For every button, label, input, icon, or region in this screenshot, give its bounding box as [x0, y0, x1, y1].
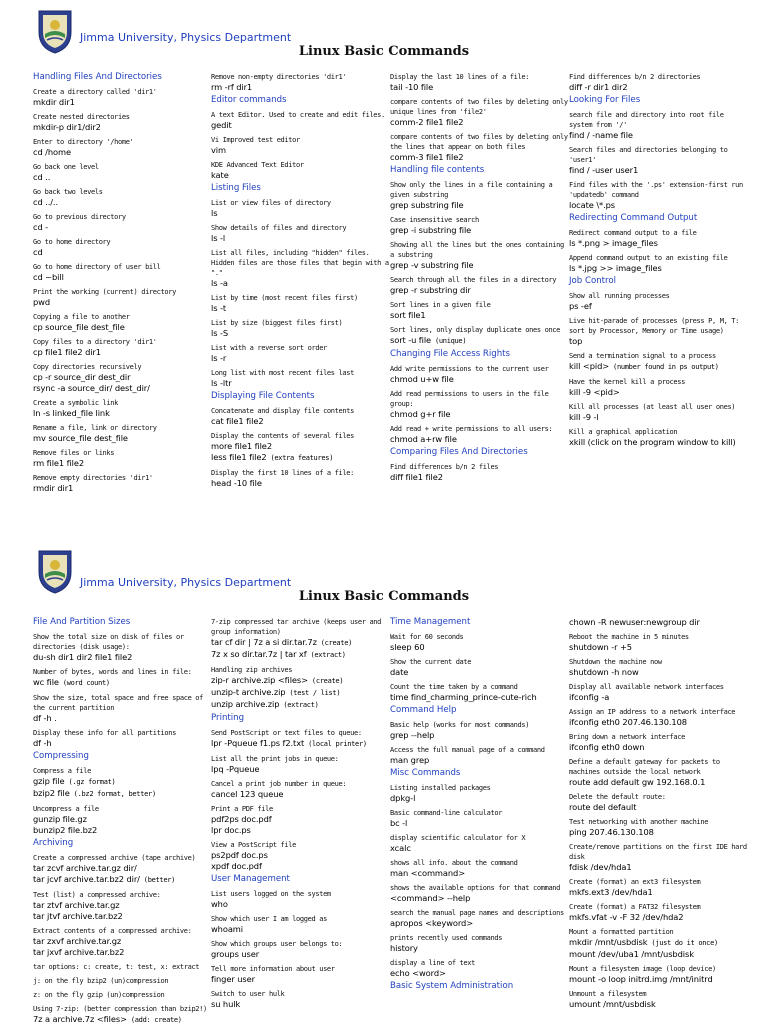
command-description: Copy directories recursively	[33, 363, 142, 371]
command-text: pwd	[33, 297, 51, 307]
command-text: less file1 file2	[211, 452, 267, 462]
command-note: (better)	[139, 876, 176, 884]
column-1	[33, 72, 211, 494]
command-text: chmod a+rw file	[390, 434, 457, 444]
command-text: grep -i substring file	[390, 225, 472, 235]
command-description: Basic help (works for most commands)	[390, 721, 530, 729]
command-text: mv source_file dest_file	[33, 433, 128, 443]
command-text: <command> --help	[390, 893, 471, 903]
command-text: tail -10 file	[390, 82, 434, 92]
command-description: Uncompress a file	[33, 805, 99, 813]
command-description: j: on the fly bzip2 (un)compression	[33, 977, 169, 985]
command-description: List by size (biggest files first)	[211, 319, 343, 327]
command-text: history	[390, 943, 418, 953]
command-text: chown -R newuser:newgroup dir	[569, 617, 700, 627]
command-description: Assign an IP address to a network interface	[569, 708, 736, 716]
command-text: du-sh dir1 dir2 file1 file2	[33, 652, 133, 662]
section-heading: Printing	[211, 713, 245, 723]
command-description: Find differences b/n 2 directories	[569, 73, 701, 81]
command-text: diff -r dir1 dir2	[569, 82, 628, 92]
command-description: Show which user I am logged as	[211, 915, 327, 923]
command-text: head -10 file	[211, 478, 262, 488]
command-text: grep --help	[390, 730, 435, 740]
command-text: lpr -Pqueue f1.ps f2.txt	[211, 738, 305, 748]
command-text: rmdir dir1	[33, 483, 74, 493]
command-description: Add read + write permissions to all users:	[390, 425, 553, 433]
command-text: echo <word>	[390, 968, 446, 978]
command-text: tar jxvf archive.tar.bz2	[33, 947, 125, 957]
command-description: Print a PDF file	[211, 805, 273, 813]
command-text: mkfs.vfat -v -F 32 /dev/hda2	[569, 912, 684, 922]
command-text: grep -r substring dir	[390, 285, 471, 295]
command-text: xcalc	[390, 843, 411, 853]
section-heading: Basic System Administration	[390, 981, 514, 991]
command-description: Display the last 10 lines of a file:	[390, 73, 530, 81]
section-heading: Looking For Files	[569, 95, 641, 105]
command-note: (number found in ps output)	[609, 363, 719, 371]
command-text: ls -t	[211, 303, 227, 313]
command-text: bc -l	[390, 818, 408, 828]
command-text: cp file1 file2 dir1	[33, 347, 101, 357]
command-text: vim	[211, 145, 226, 155]
command-description: Case insensitive search	[390, 216, 479, 224]
section-heading: Comparing Files And Directories	[390, 447, 528, 457]
command-description: Create (format) a FAT32 filesystem	[569, 903, 701, 911]
command-text: mount -o loop initrd.img /mnt/initrd	[569, 974, 713, 984]
command-note: (extract)	[279, 701, 319, 709]
command-description: Go back one level	[33, 163, 99, 171]
command-text: chmod u+w file	[390, 374, 454, 384]
command-text: ping 207.46.130.108	[569, 827, 654, 837]
section-heading: Editor commands	[211, 95, 287, 105]
command-description: Rename a file, link or directory	[33, 424, 157, 432]
column-3	[390, 72, 568, 483]
command-text: diff file1 file2	[390, 472, 443, 482]
command-text: xpdf doc.pdf	[211, 861, 262, 871]
command-text: wc file	[33, 677, 59, 687]
command-text: mkfs.ext3 /dev/hda1	[569, 887, 653, 897]
command-text: date	[390, 667, 409, 677]
column-2	[211, 617, 389, 1010]
command-description: Live hit-parade of processes (press P, M, T: sort by Processor, Memory or Time usage)	[569, 317, 740, 335]
command-text	[569, 937, 747, 949]
command-description: compare contents of two files by deleting only the lines that appear on both files	[390, 133, 568, 151]
command-description: Show all running processes	[569, 292, 670, 300]
section-heading: Listing Files	[211, 183, 261, 193]
command-note: (create)	[308, 677, 344, 685]
command-description: Append command output to an existing file	[569, 254, 728, 262]
command-note: (test / list)	[285, 689, 341, 697]
command-text: grep -v substring file	[390, 260, 474, 270]
command-note: (add: create)	[126, 1016, 182, 1024]
command-text: kate	[211, 170, 229, 180]
command-text: tar zcvf archive.tar.gz dir/	[33, 863, 137, 873]
command-note: (.gz format)	[64, 778, 116, 786]
command-description: Access the full manual page of a command	[390, 746, 545, 754]
command-description: Vi Improved test editor	[211, 136, 300, 144]
command-text: more file1 file2	[211, 441, 272, 451]
command-text: ifconfig eth0 down	[569, 742, 645, 752]
command-description: Search files and directories belonging to 'user1'	[569, 146, 728, 164]
command-text: su hulk	[211, 999, 241, 1009]
command-description: Basic command-line calculator	[390, 809, 503, 817]
command-description: Sort lines, only display duplicate ones once	[390, 326, 561, 334]
command-description: Have the kernel kill a process	[569, 378, 685, 386]
command-text: top	[569, 336, 583, 346]
command-description: Find differences b/n 2 files	[390, 463, 499, 471]
command-description: KDE Advanced Text Editor	[211, 161, 304, 169]
section-heading: Displaying File Contents	[211, 391, 315, 401]
command-text	[211, 687, 389, 699]
command-description: Handling zip archives	[211, 666, 293, 674]
section-heading: Time Management	[390, 617, 471, 627]
column-2	[211, 72, 389, 489]
command-description: Showing all the lines but the ones containing a substring	[390, 241, 564, 259]
command-text: rm file1 file2	[33, 458, 85, 468]
command-description: Shutdown the machine now	[569, 658, 662, 666]
command-text: shutdown -r +5	[569, 642, 632, 652]
command-description: Show which groups user belongs to:	[211, 940, 343, 948]
command-description: search file and directory into root file system from '/'	[569, 111, 724, 129]
command-text: ln -s linked_file link	[33, 408, 110, 418]
command-text: ls	[211, 208, 218, 218]
command-text	[33, 776, 211, 788]
command-text: ls *.jpg >> image_files	[569, 263, 662, 273]
command-description: shows all info. about the command	[390, 859, 518, 867]
university-name: Jimma University, Physics Department	[80, 576, 292, 589]
command-description: Create nested directories	[33, 113, 130, 121]
command-note: (word count)	[58, 679, 110, 687]
command-description: display scientific calculator for X	[390, 834, 526, 842]
command-description: Unmount a filesystem	[569, 990, 647, 998]
command-text: unzip archive.zip	[211, 699, 280, 709]
command-text: ls -l	[211, 233, 226, 243]
command-description: Concatenate and display file contents	[211, 407, 354, 415]
command-description: Reboot the machine in 5 minutes	[569, 633, 689, 641]
command-text: fdisk /dev/hda1	[569, 862, 632, 872]
command-text: gzip file	[33, 776, 65, 786]
command-description: display a line of text	[390, 959, 476, 967]
command-description: Wait for 60 seconds	[390, 633, 464, 641]
command-note: (just do it once)	[647, 939, 718, 947]
column-3	[390, 617, 568, 992]
command-description: Mount a filesystem image (loop device)	[569, 965, 716, 973]
command-description: search the manual page names and descriptions	[390, 909, 564, 917]
command-text: bzip2 file	[33, 788, 70, 798]
command-description: Bring down a network interface	[569, 733, 685, 741]
command-note: (extra features)	[266, 454, 334, 462]
command-description: List by time (most recent files first)	[211, 294, 358, 302]
command-text: 7z x so dir.tar.7z | tar xf	[211, 649, 307, 659]
command-description: Create a compressed archive (tape archive)	[33, 854, 196, 862]
command-text	[211, 637, 389, 649]
command-text: bunzip2 file.bz2	[33, 825, 98, 835]
university-seal-logo	[36, 548, 74, 594]
command-description: z: on the fly gzip (un)compression	[33, 991, 165, 999]
section-heading: Command Help	[390, 705, 457, 715]
command-description: shows the available options for that command	[390, 884, 561, 892]
command-description: Create a directory called 'dir1'	[33, 88, 157, 96]
command-text: ls *.png > image_files	[569, 238, 658, 248]
command-description: Display all available network interfaces	[569, 683, 724, 691]
command-description: Tell more information about user	[211, 965, 335, 973]
command-description: Go back two levels	[33, 188, 103, 196]
command-description: Extract contents of a compressed archive:	[33, 927, 192, 935]
command-note: (create)	[316, 639, 353, 647]
command-text: route del default	[569, 802, 637, 812]
command-description: Add write permissions to the current user	[390, 365, 549, 373]
command-text: gunzip file.gz	[33, 814, 87, 824]
command-text: tar cf dir | 7z a si dir.tar.7z	[211, 637, 317, 647]
command-text: ps2pdf doc.ps	[211, 850, 268, 860]
command-text: umount /mnt/usbdisk	[569, 999, 656, 1009]
command-text: find / -user user1	[569, 165, 639, 175]
command-description: Remove non-empty directories 'dir1'	[211, 73, 347, 81]
university-name: Jimma University, Physics Department	[80, 31, 292, 44]
command-text: zip-r archive.zip <files>	[211, 675, 308, 685]
column-1	[33, 617, 211, 1024]
command-text: lpq -Pqueue	[211, 764, 260, 774]
command-description: Remove empty directories 'dir1'	[33, 474, 153, 482]
command-description: Redirect command output to a file	[569, 229, 697, 237]
command-description: Search through all the files in a directory	[390, 276, 557, 284]
command-description: prints recently used commands	[390, 934, 503, 942]
command-description: Create/remove partitions on the first IDE hard disk	[569, 843, 747, 861]
command-description: 7-zip compressed tar archive (keeps user and group information)	[211, 618, 382, 636]
command-description: Define a default gateway for packets to machines outside the local network	[569, 758, 720, 776]
command-description: Go to home directory	[33, 238, 111, 246]
command-text: finger user	[211, 974, 255, 984]
command-text: cd ../..	[33, 197, 59, 207]
command-description: Print the working (current) directory	[33, 288, 176, 296]
command-text: mount /dev/uba1 /mnt/usbdisk	[569, 949, 694, 959]
command-text: df -h .	[33, 713, 57, 723]
command-text: cd ~bill	[33, 272, 64, 282]
command-text: kill <pid>	[569, 361, 610, 371]
page-title: Linux Basic Commands	[298, 589, 470, 604]
column-4	[569, 72, 747, 448]
command-text: cd -	[33, 222, 49, 232]
command-text: man <command>	[390, 868, 466, 878]
command-description: Show the current date	[390, 658, 472, 666]
section-heading: Misc Commands	[390, 768, 461, 778]
command-description: Send PostScript or text files to queue:	[211, 729, 362, 737]
command-description: Display the first 10 lines of a file:	[211, 469, 354, 477]
command-text: locate \*.ps	[569, 200, 615, 210]
section-heading: Handling file contents	[390, 165, 485, 175]
command-text	[211, 452, 389, 464]
command-description: List all the print jobs in queue:	[211, 755, 339, 763]
command-description: Display these info for all partitions	[33, 729, 176, 737]
command-description: Send a termination signal to a process	[569, 352, 716, 360]
command-text	[33, 677, 211, 689]
command-note: (local printer)	[304, 740, 367, 748]
command-description: Compress a file	[33, 767, 91, 775]
command-description: Go to home directory of user bill	[33, 263, 161, 271]
command-description: Long list with most recent files last	[211, 369, 354, 377]
section-heading: User Management	[211, 874, 290, 884]
command-text: mkdir dir1	[33, 97, 75, 107]
command-description: Copying a file to another	[33, 313, 130, 321]
command-text: shutdown -h now	[569, 667, 639, 677]
command-text: unzip-t archive.zip	[211, 687, 286, 697]
section-heading: Redirecting Command Output	[569, 213, 698, 223]
command-description: Show only the lines in a file containing a given substring	[390, 181, 553, 199]
command-note: (.bz2 format, better)	[69, 790, 156, 798]
command-text: ls -r	[211, 353, 227, 363]
section-heading: Changing File Access Rights	[390, 349, 511, 359]
command-text: 7z a archive.7z <files>	[33, 1014, 127, 1024]
command-description: Kill a graphical application	[569, 428, 678, 436]
command-text: cancel 123 queue	[211, 789, 284, 799]
command-description: Create a symbolic link	[33, 399, 119, 407]
command-text: who	[211, 899, 228, 909]
command-text: ifconfig -a	[569, 692, 610, 702]
command-description: Find files with the '.ps' extension-first run 'updatedb' command	[569, 181, 743, 199]
command-description: Test networking with another machine	[569, 818, 709, 826]
command-text: cp -r source_dir dest_dir	[33, 372, 131, 382]
command-description: Mount a formatted partition	[569, 928, 674, 936]
command-text: ifconfig eth0 207.46.130.108	[569, 717, 687, 727]
command-text: apropos <keyword>	[390, 918, 474, 928]
command-description: Test (list) a compressed archive:	[33, 891, 161, 899]
command-description: Show details of files and directory	[211, 224, 347, 232]
command-text: df -h	[33, 738, 52, 748]
command-text	[211, 738, 389, 750]
command-text: ls -ltr	[211, 378, 232, 388]
command-description: View a PostScript file	[211, 841, 297, 849]
command-text: man grep	[390, 755, 430, 765]
command-description: Create (format) an ext3 filesystem	[569, 878, 701, 886]
command-text	[569, 361, 747, 373]
command-text: groups user	[211, 949, 260, 959]
command-description: Display the contents of several files	[211, 432, 354, 440]
command-text: sort file1	[390, 310, 426, 320]
command-description: Remove files or links	[33, 449, 115, 457]
command-text: route add default gw 192.168.0.1	[569, 777, 706, 787]
command-text: chmod g+r file	[390, 409, 451, 419]
command-description: A text Editor. Used to create and edit files.	[211, 111, 385, 119]
command-text: pdf2ps doc.pdf	[211, 814, 272, 824]
command-note: (unique)	[431, 337, 467, 345]
command-text: tar jcvf archive.tar.bz2 dir/	[33, 874, 140, 884]
command-text	[33, 1014, 211, 1024]
command-description: List users logged on the system	[211, 890, 331, 898]
command-description: Kill all processes (at least all user ones)	[569, 403, 736, 411]
section-heading: Handling Files And Directories	[33, 72, 162, 82]
command-text: ps -ef	[569, 301, 592, 311]
command-description: Delete the default route:	[569, 793, 666, 801]
command-text: comm-3 file1 file2	[390, 152, 464, 162]
command-text: mkdir-p dir1/dir2	[33, 122, 101, 132]
command-text: ls -a	[211, 278, 228, 288]
command-text: sort -u file	[390, 335, 432, 345]
command-description: Go to previous directory	[33, 213, 126, 221]
command-text: cat file1 file2	[211, 416, 264, 426]
section-heading: Compressing	[33, 751, 89, 761]
command-description: List with a reverse sort order	[211, 344, 327, 352]
command-text: mkdir /mnt/usbdisk	[569, 937, 648, 947]
command-description: Add read permissions to users in the file group:	[390, 390, 549, 408]
command-description: List or view files of directory	[211, 199, 331, 207]
section-heading: Job Control	[569, 276, 617, 286]
command-text: tar ztvf archive.tar.gz	[33, 900, 120, 910]
command-description: Count the time taken by a command	[390, 683, 518, 691]
command-text: grep substring file	[390, 200, 464, 210]
cheatsheet-page-2	[0, 540, 768, 1024]
command-text	[211, 649, 389, 661]
command-description: Show the total size on disk of files or directories (disk usage):	[33, 633, 184, 651]
command-description: Number of bytes, words and lines in file:	[33, 668, 192, 676]
command-description: List all files, including "hidden" files. Hidden files are those files that begin with a "."	[211, 249, 389, 277]
command-description: tar options: c: create, t: test, x: extract	[33, 963, 200, 971]
command-text	[211, 699, 389, 711]
command-text: find / -name file	[569, 130, 633, 140]
command-text: sleep 60	[390, 642, 425, 652]
command-description: Sort lines in a given file	[390, 301, 491, 309]
command-description: Show the size, total space and free space of the current partition	[33, 694, 204, 712]
command-description: Enter to directory '/home'	[33, 138, 134, 146]
command-text: cd	[33, 247, 43, 257]
command-description: compare contents of two files by deleting only unique lines from 'file2'	[390, 98, 568, 116]
command-text: rm -rf dir1	[211, 82, 253, 92]
command-text: cd /home	[33, 147, 71, 157]
command-text: tar jtvf archive.tar.bz2	[33, 911, 123, 921]
command-text: cd ..	[33, 172, 51, 182]
command-text: time find_charming_prince-cute-rich	[390, 692, 537, 702]
command-description: Copy files to a directory 'dir1'	[33, 338, 157, 346]
command-description: Listing installed packages	[390, 784, 491, 792]
command-text: kill -9 <pid>	[569, 387, 620, 397]
command-text: kill -9 -l	[569, 412, 599, 422]
command-text: tar zxvf archive.tar.gz	[33, 936, 122, 946]
command-description: Using 7-zip: (better compression than bzip2!)	[33, 1005, 207, 1013]
command-text: lpr doc.ps	[211, 825, 251, 835]
command-text: gedit	[211, 120, 232, 130]
command-text	[390, 335, 568, 347]
command-text	[33, 788, 211, 800]
command-text	[33, 874, 211, 886]
command-description: Switch to user hulk	[211, 990, 285, 998]
command-text: comm-2 file1 file2	[390, 117, 464, 127]
section-heading: Archiving	[33, 838, 74, 848]
command-text: cp source_file dest_file	[33, 322, 125, 332]
section-heading: File And Partition Sizes	[33, 617, 131, 627]
command-text	[211, 675, 389, 687]
command-text: dpkg-l	[390, 793, 416, 803]
column-4	[569, 617, 747, 1010]
command-text: whoami	[211, 924, 243, 934]
page-title: Linux Basic Commands	[298, 44, 470, 59]
command-text: xkill (click on the program window to kill)	[569, 437, 736, 447]
command-text: ls -S	[211, 328, 229, 338]
command-text: rsync -a source_dir/ dest_dir/	[33, 383, 150, 393]
command-note: (extract)	[306, 651, 346, 659]
command-description: Cancel a print job number in queue:	[211, 780, 347, 788]
